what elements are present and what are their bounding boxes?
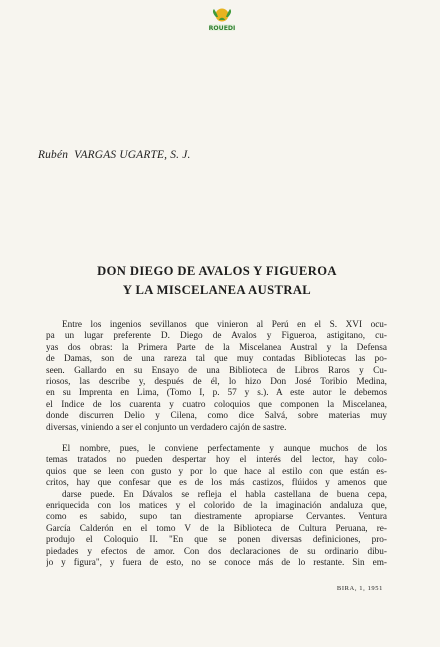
paragraph-line: diversas, viniendo a ser el conjunto un verdadero cajón de sastre. — [46, 422, 287, 433]
paragraph-line: donde discurren Delio y Cilena, como dice Salvá, sobre materias muy — [46, 411, 387, 422]
paragraph-line: riosos, las describe y, después de él, lo hizo Don José Toribio Medina, — [46, 376, 387, 387]
paragraph-line: piedades y efectos de amor. Con dos declaraciones de su ordinario dibu- — [46, 546, 387, 557]
paragraph-line: jo y figura", y fuera de esto, no se conoce más de lo restante. Sin em- — [46, 557, 387, 568]
paragraph-line: darse puede. En Dávalos se refleja el habla castellana de buena cepa, — [62, 489, 387, 500]
logo-wordmark: ROUEDI — [208, 25, 236, 32]
paragraph-line: yas dos obras: la Primera Parte de la Miscelanea Austral y la Defensa — [46, 342, 387, 353]
paragraph-line: el Indice de los cuarenta y cuatro coloquios que componen la Miscelanea, — [46, 399, 387, 410]
paragraph-line: en su Imprenta en Lima, (Tomo I, p. 57 y s.). A este autor le debemos — [46, 388, 387, 399]
page-footer-citation: BIRA, 1, 1951 — [336, 585, 383, 592]
author-last-name: VARGAS UGARTE, S. J. — [74, 149, 191, 161]
paragraph-line: pa un lugar preferente D. Diego de Avalos y Figueroa, astigitano, cu- — [46, 331, 387, 342]
paragraph-line: temas tratados no pueden despertar hoy el interés del lector, hay colo- — [46, 455, 387, 466]
paragraph-line: seen. Gallardo en su Ensayo de una Biblioteca de Libros Raros y Cu- — [46, 365, 387, 376]
author-line — [38, 149, 191, 161]
article-title-line-1: DON DIEGO DE AVALOS Y FIGUEROA — [97, 264, 337, 278]
paragraph-2 — [46, 444, 387, 569]
paragraph-line: como es sabido, supo tan diestramente apropiarse Cervantes. Ventura — [46, 512, 387, 523]
paragraph-line: produjo el Coloquio II. "En que se ponen diversas definiciones, pro- — [46, 535, 387, 546]
paragraph-1 — [46, 320, 387, 434]
paragraph-line: El nombre, pues, le conviene perfectamente y aunque muchos de los — [62, 444, 387, 454]
article-title-line-2: Y LA MISCELANEA AUSTRAL — [122, 283, 312, 297]
paragraph-line: enriquecida con los matices y el colorido de la imaginación andaluza que, — [46, 500, 387, 511]
paragraph-line: critos, hay que confesar que es de los más castizos, flúidos y amenos que — [46, 478, 387, 489]
paragraph-line: Entre los ingenios sevillanos que vinieron al Perú en el S. XVI ocu- — [62, 320, 387, 330]
paragraph-line: quios que se leen con gusto y por lo que hace al estilo con que están es- — [46, 466, 387, 477]
author-first-name: Rubén — [38, 149, 69, 161]
rouedi-logo-icon — [207, 6, 237, 34]
paragraph-line: de Damas, son de una rareza tal que muy contadas Bibliotecas las po- — [46, 354, 387, 365]
paragraph-line: García Calderón en el tomo V de la Biblioteca de Cultura Peruana, re- — [46, 523, 387, 534]
rouedi-logo — [207, 6, 237, 34]
